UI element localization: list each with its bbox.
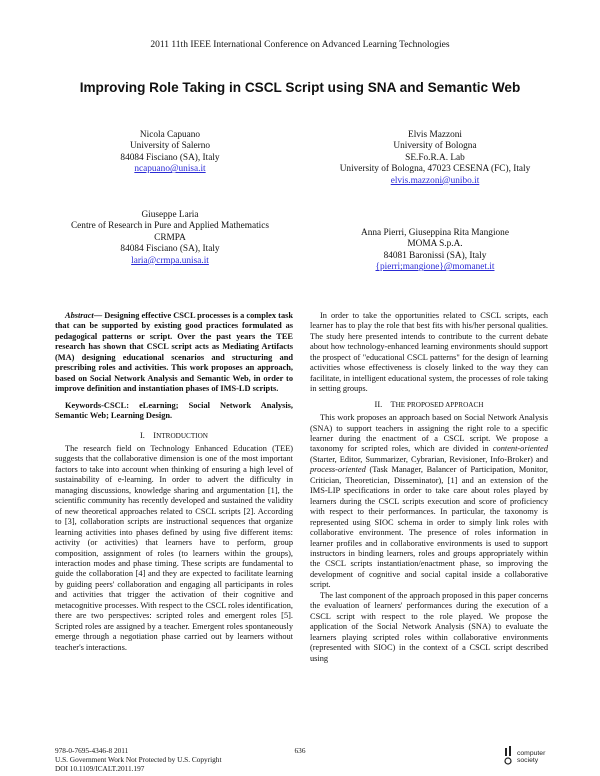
- copyright-footer: [55, 746, 315, 774]
- role-taking-paragraph: In order to take the opportunities related to CSCL scripts, each learner has to play the role that best fits with his/her personal qualities. The study here presented intends to contribute to the current debate about how technology-enhanced learning environments should support the prospect of "educational CSCL patterns" for the design of learning activities whose effectiveness is closely linked to the way they can facilitate, in intelligent educational system, the processes of role taking in setting groups.: [310, 311, 548, 394]
- section-title-initial: T: [390, 399, 396, 409]
- section-number: II.: [374, 399, 383, 409]
- author-block-mazzoni: [300, 130, 570, 187]
- author-name: Anna Pierri, Giuseppina Rita Mangione: [361, 228, 509, 238]
- left-column: [55, 311, 293, 653]
- author-name: Elvis Mazzoni: [408, 130, 462, 140]
- logo-text-computer: computer: [517, 750, 546, 757]
- author-affiliation: Centre of Research in Pure and Applied Mathematics: [70, 221, 270, 232]
- author-address: University of Bologna, 47023 CESENA (FC), Italy: [339, 164, 531, 175]
- abstract-text: — Designing effective CSCL processes is a complex task that can be supported by existing good practices formulated as pedagogical patterns or script. Over the past years the TEE research has shown that CSCL script acts as Mediating Artifacts (MA) designing educational scenarios and structuring and prescribing roles and activities. This work proposes an approach, based on Social Network Analysis and Semantic Web, in order to improve definition and instantiation phases of IMS-LD scripts.: [55, 311, 293, 394]
- author-block-capuano: [60, 130, 280, 176]
- author-block-laria: [40, 210, 300, 267]
- approach-paragraph-2: The last component of the approach proposed in this paper concerns the evaluation of learners' performances during the execution of a CSCL script with respect to the role played. We propose the application of the Social Network Analysis (SNA) to evaluate the learners playing scripted roles within collaborative environments (represented with SIOC) in the context of a CSCL script described using: [310, 590, 548, 663]
- keywords-text: eLearning; Social Network Analysis, Semantic Web; Learning Design.: [55, 400, 293, 421]
- logo-text-society: society: [517, 756, 539, 764]
- author-email-link[interactable]: laria@crmpa.unisa.it: [131, 255, 209, 266]
- author-affiliation: University of Salerno: [129, 141, 211, 152]
- conference-header: 2011 11th IEEE International Conference on Advanced Learning Technologies: [150, 40, 450, 50]
- section-heading-approach: [310, 400, 548, 410]
- author-address: 84081 Baronissi (SA), Italy: [383, 250, 487, 261]
- paper-title: Improving Role Taking in CSCL Script using SNA and Semantic Web: [79, 80, 521, 95]
- approach-text: (Task Manager, Balancer of Participation, Monitor, Critician, Theoretician, Disseminator), [1] and an extension of the IMS-LIP specifications in order to take care about roles played by learners during the CSCL scripts execution and score of proficiency with respect to their performances. In particular, the taxonomy is represented using SIOC schema in order to simply link roles with collaborative environment. The presence of roles information in learner profiles and in collaborative environments is used to support instructors in binding learners, roles and groups appropriately within the CSCL scripts instantiation/enactment phase, so improving the development of cognitive and social capital inside a collaborative script.: [310, 465, 548, 590]
- section-number: I.: [140, 430, 145, 440]
- page-number: 636: [294, 746, 306, 755]
- right-column: [310, 311, 548, 664]
- keywords: [55, 401, 293, 422]
- doi-line: DOI 10.1109/ICALT.2011.197: [55, 764, 145, 774]
- section-heading-introduction: [55, 431, 293, 441]
- approach-text: This work proposes an approach based on Social Network Analysis (SNA) to support teachers in assigning the right role to a specific learner during the enactment of a CSCL script. We propose a taxonomy for scripted roles, which are divided in: [310, 413, 548, 454]
- computer-society-logo-icon: [504, 746, 516, 766]
- author-name: Nicola Capuano: [139, 130, 201, 140]
- process-oriented-term: process-oriented: [310, 465, 366, 475]
- author-block-pierri-mangione: [310, 228, 560, 274]
- section-title-rest: HE PROPOSED APPROACH: [395, 400, 484, 409]
- author-affiliation: MOMA S.p.A.: [407, 239, 463, 250]
- author-email-link[interactable]: elvis.mazzoni@unibo.it: [390, 175, 480, 186]
- content-oriented-term: content-oriented: [492, 444, 548, 454]
- copyright-line: U.S. Government Work Not Protected by U.S. Copyright: [55, 755, 222, 765]
- abstract: [55, 311, 293, 395]
- computer-society-logo: [504, 746, 552, 768]
- author-affiliation: University of Bologna: [393, 141, 477, 152]
- approach-text: (Starter, Editor, Summarizer, Cybrarian, Revisioner, Info-Broker) and: [310, 454, 548, 464]
- abstract-label: Abstract: [65, 311, 94, 320]
- author-email-link[interactable]: ncapuano@unisa.it: [134, 164, 206, 175]
- author-name: Giuseppe Laria: [141, 210, 199, 220]
- author-address: 84084 Fisciano (SA), Italy: [120, 244, 220, 255]
- introduction-paragraph: The research field on Technology Enhanced Education (TEE) suggests that the collaborative dimension is one of the most important factors to take into account when thinking of ensuring a high level of sustainability of e-learning. In order to advert the difficulty in managing discussions, knowledge sharing and argumentation [1], the scientific community has recently developed and sustained the validity of new theoretical approaches related to CSCL scripts [2]. According to [3], collaboration scripts are instructional sequences that organize learning activities into phases defined by using five different items: activity (or activities) that learners have to perform, group composition, assignment of roles (to learners within the groups), interaction modes and phase timing. These scripts are fundamental to guide the collaboration [4] and they are expected to facilitate learning by guiding peers' collaboration and engaging all participants in roles and activities that trigger the activation of their cognitive and metacognitive processes. With respect to the CSCL roles identification, there are two perspectives: scripted roles and emergent roles [5]. Scripted roles are assigned by a teacher. Emergent roles spontaneously emerge through a negotiation phase carried out by learners without teacher's interactions.: [55, 443, 293, 652]
- section-title-rest: NTRODUCTION: [156, 431, 208, 440]
- author-email-link[interactable]: {pierri;mangione}@momanet.it: [375, 262, 495, 273]
- isbn-line: 978-0-7695-4346-8 2011: [55, 746, 129, 755]
- author-lab: SE.Fo.R.A. Lab: [405, 152, 465, 163]
- author-affiliation-short: CRMPA: [154, 232, 186, 243]
- approach-paragraph-1: [310, 413, 548, 591]
- section-title-initial: I: [153, 430, 157, 440]
- keywords-label: Keywords-CSCL:: [65, 400, 129, 410]
- author-address: 84084 Fisciano (SA), Italy: [120, 152, 220, 163]
